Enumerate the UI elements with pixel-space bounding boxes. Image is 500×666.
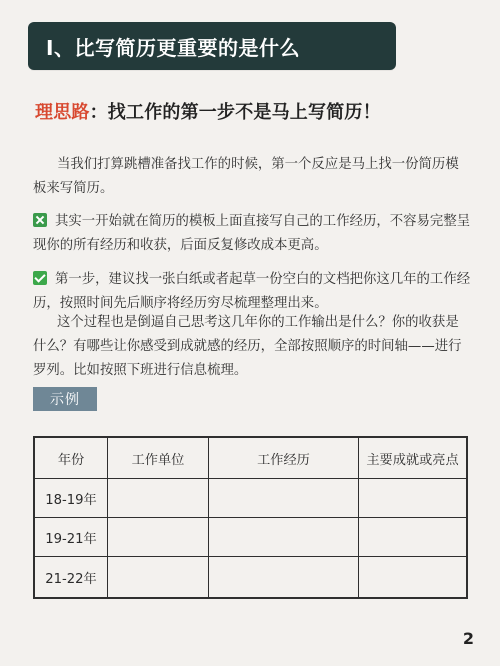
check-mark-icon bbox=[33, 271, 47, 285]
example-tag: 示例 bbox=[33, 387, 97, 411]
table-header-company: 工作单位 bbox=[108, 438, 209, 479]
table-header-achievements: 主要成就或亮点 bbox=[359, 438, 466, 479]
x-mark-icon bbox=[33, 213, 47, 227]
paragraph-warning-text: 其实一开始就在简历的模板上面直接写自己的工作经历，不容易完整呈现你的所有经历和收获，后面反复修改成本更高。 bbox=[33, 214, 471, 253]
table-header-experience: 工作经历 bbox=[209, 438, 359, 479]
table-cell-achievements bbox=[359, 479, 466, 518]
subheading bbox=[35, 98, 381, 124]
header-title: I、比写简历更重要的是什么 bbox=[46, 35, 300, 60]
page-number: 2 bbox=[462, 629, 474, 648]
table-cell-year: 21-22年 bbox=[35, 557, 108, 597]
table-cell-company bbox=[108, 479, 209, 518]
paragraph-step-one-text: 第一步，建议找一张白纸或者起草一份空白的文档把你这几年的工作经历，按照时间先后顺序将经历穷尽梳理整理出来。 bbox=[33, 272, 471, 311]
table-cell-year: 19-21年 bbox=[35, 518, 108, 557]
paragraph-warning bbox=[33, 210, 471, 258]
table-cell-achievements bbox=[359, 518, 466, 557]
paragraph-intro: 当我们打算跳槽准备找工作的时候，第一个反应是马上找一份简历模板来写简历。 bbox=[33, 157, 459, 196]
table-cell-experience bbox=[209, 518, 359, 557]
subheading-text: ：找工作的第一步不是马上写简历！ bbox=[89, 102, 381, 123]
subheading-lead: 理思路 bbox=[35, 102, 90, 123]
table-cell-year: 18-19年 bbox=[35, 479, 108, 518]
table-cell-experience bbox=[209, 557, 359, 597]
section-header bbox=[28, 22, 396, 70]
experience-table bbox=[33, 436, 468, 599]
table-grid bbox=[35, 438, 466, 597]
table-cell-experience bbox=[209, 479, 359, 518]
table-cell-achievements bbox=[359, 557, 466, 597]
table-cell-company bbox=[108, 557, 209, 597]
paragraph-reflection: 这个过程也是倒逼自己思考这几年你的工作输出是什么？你的收获是什么？有哪些让你感受到成就感的经历，全部按照顺序的时间轴——进行罗列。比如按照下班进行信息梳理。 bbox=[33, 315, 462, 378]
table-header-year: 年份 bbox=[35, 438, 108, 479]
paragraph-step-one bbox=[33, 268, 471, 316]
table-cell-company bbox=[108, 518, 209, 557]
